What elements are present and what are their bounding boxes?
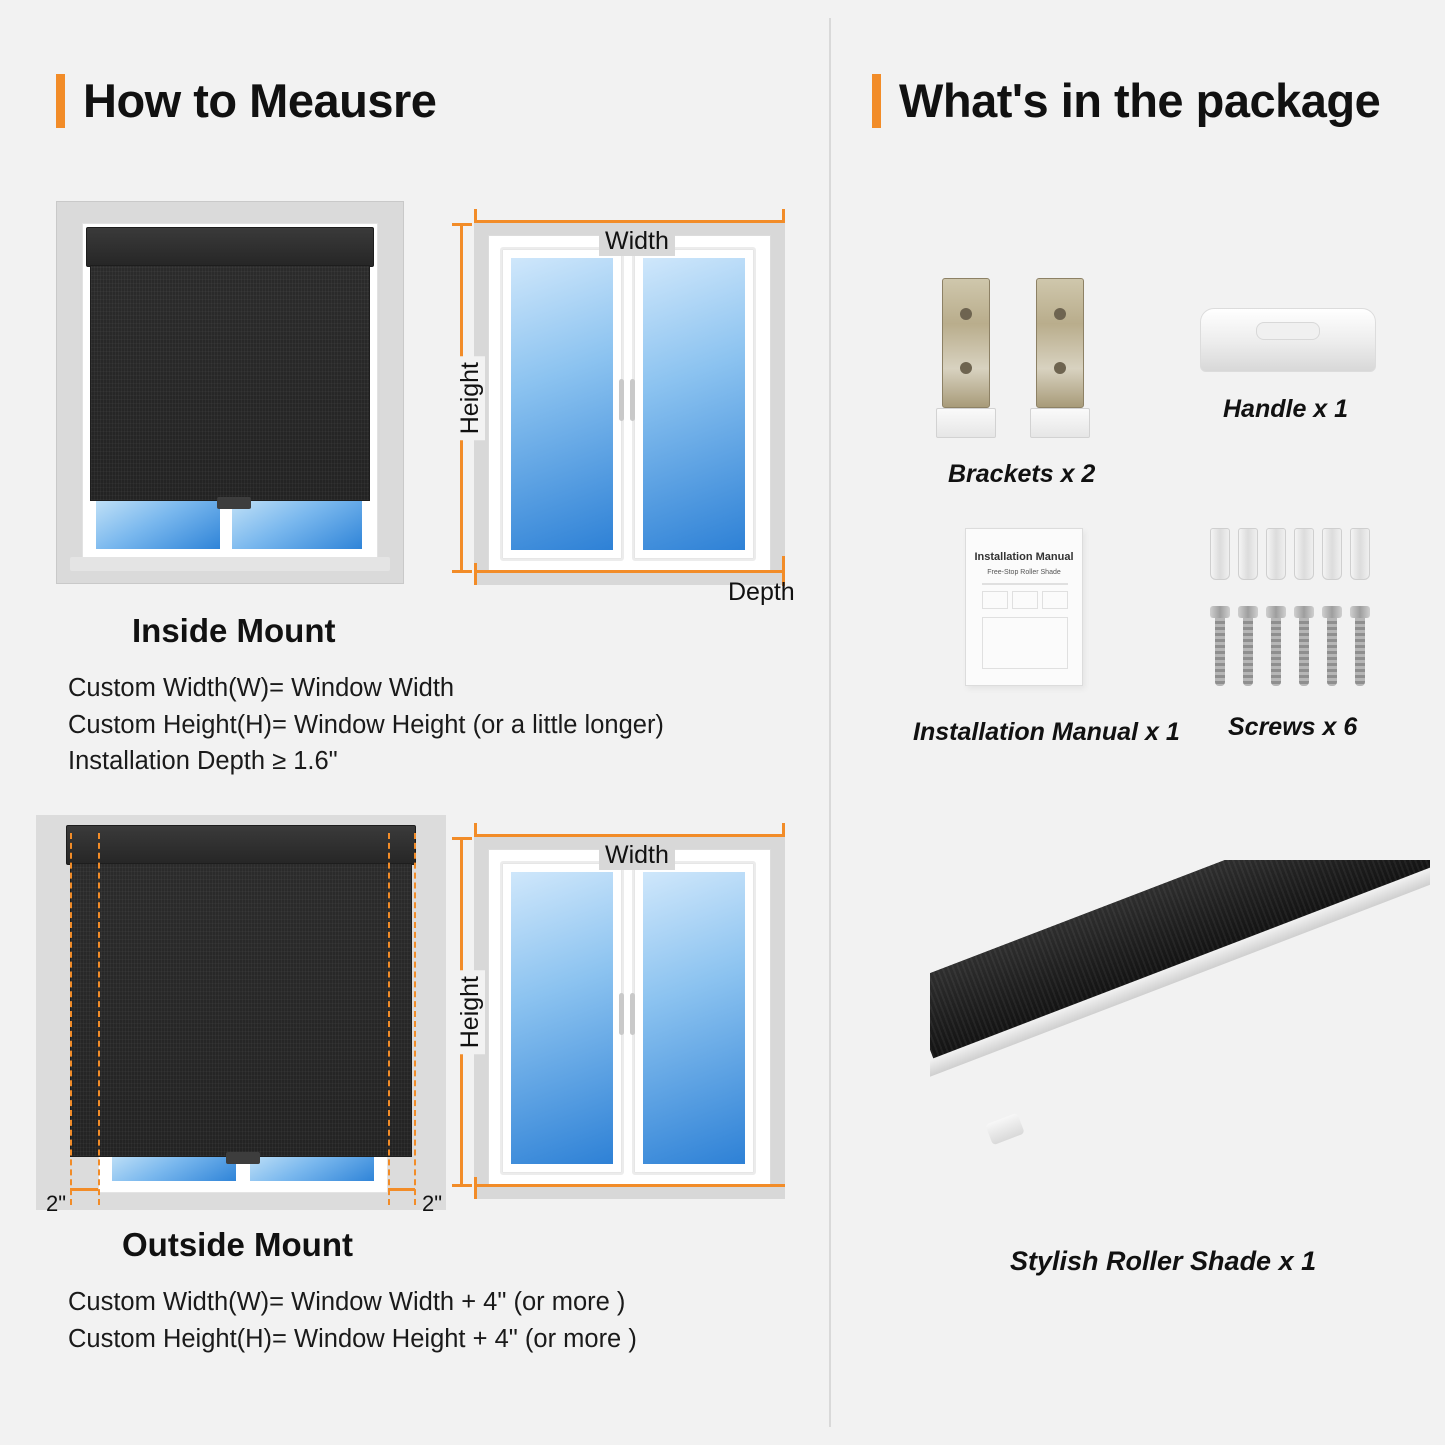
height-tick-top <box>452 223 472 226</box>
window-sill <box>70 557 390 571</box>
window-glass-left <box>511 258 613 550</box>
roller-shade-item <box>930 860 1430 1200</box>
manual-subtitle: Free-Stop Roller Shade <box>987 569 1061 576</box>
outside-line-2: Custom Height(H)= Window Height + 4" (or more ) <box>68 1324 637 1353</box>
window-glass-right <box>250 1155 374 1181</box>
screw-head-1 <box>1210 606 1230 618</box>
bracket-hole-1b <box>960 362 972 374</box>
right-margin-arrow <box>388 1188 415 1191</box>
wall-anchor-6 <box>1350 528 1370 580</box>
manual-figure-1 <box>982 591 1008 609</box>
screw-shaft-6 <box>1355 618 1365 686</box>
depth-arrow <box>747 570 785 573</box>
wall-anchor-2 <box>1238 528 1258 580</box>
screw-head-3 <box>1266 606 1286 618</box>
height-label: Height <box>456 356 485 440</box>
right-section-title <box>872 73 1380 128</box>
wall-anchor-4 <box>1294 528 1314 580</box>
window-handle-right <box>630 993 635 1035</box>
title-accent-bar <box>56 74 65 128</box>
column-divider <box>829 18 831 1427</box>
right-title-text: What's in the package <box>899 74 1381 127</box>
wall-anchor-3 <box>1266 528 1286 580</box>
roller-shade-label: Stylish Roller Shade x 1 <box>1010 1246 1317 1276</box>
inside-line-2: Custom Height(H)= Window Height (or a little longer) <box>68 710 664 739</box>
height-tick-top <box>452 837 472 840</box>
shade-fabric <box>70 863 412 1157</box>
bottom-measure-line <box>474 570 785 573</box>
inside-mount-caption: Inside Mount <box>132 612 336 649</box>
wall-anchor-1 <box>1210 528 1230 580</box>
screws-item <box>1208 528 1378 693</box>
handle-label: Handle x 1 <box>1223 395 1349 423</box>
screws-label: Screws x 6 <box>1228 713 1358 741</box>
bracket-body-1 <box>942 278 990 408</box>
manual-label: Installation Manual x 1 <box>913 718 1180 746</box>
wall-anchor-5 <box>1322 528 1342 580</box>
inside-mount-lines <box>68 670 664 780</box>
inside-mount-measure-diagram <box>452 201 802 606</box>
screw-head-5 <box>1322 606 1342 618</box>
manual-title: Installation Manual <box>974 551 1074 563</box>
window-glass-right <box>643 872 745 1164</box>
window-glass-left <box>96 501 220 549</box>
manual-figure-large <box>982 617 1068 669</box>
screw-shaft-4 <box>1299 618 1309 686</box>
handle-body <box>1200 308 1376 372</box>
outside-mount-illustration <box>36 815 446 1216</box>
screw-shaft-3 <box>1271 618 1281 686</box>
left-title-text: How to Meausre <box>83 74 437 127</box>
title-accent-bar <box>872 74 881 128</box>
handle-item <box>1200 300 1380 390</box>
outside-mount-lines <box>68 1284 637 1357</box>
manual-item <box>965 528 1115 688</box>
right-window-dash <box>388 833 390 1205</box>
bracket-hole-1a <box>960 308 972 320</box>
bottom-tick-left <box>474 1177 477 1199</box>
bottom-measure-line <box>474 1184 785 1187</box>
shade-fabric <box>90 265 370 501</box>
roller-shade-image <box>930 860 1430 1200</box>
shade-bottom-handle <box>217 497 251 509</box>
window-glass-right <box>643 258 745 550</box>
left-section-title <box>56 73 436 128</box>
manual-rule <box>982 583 1068 585</box>
height-tick-bottom <box>452 570 472 573</box>
shade-bottom-handle <box>226 1152 260 1164</box>
bracket-base-1 <box>936 408 996 438</box>
bracket-hole-2a <box>1054 308 1066 320</box>
window-handle-left <box>619 993 624 1035</box>
window-glass-left <box>511 872 613 1164</box>
right-margin-label: 2" <box>422 1191 443 1216</box>
inside-line-3: Installation Depth ≥ 1.6" <box>68 747 338 776</box>
height-label: Height <box>456 970 485 1054</box>
manual-figure-2 <box>1012 591 1038 609</box>
bracket-body-2 <box>1036 278 1084 408</box>
depth-label: Depth <box>728 578 795 606</box>
window-handle-left <box>619 379 624 421</box>
window-handle-right <box>630 379 635 421</box>
screw-head-6 <box>1350 606 1370 618</box>
shade-headrail <box>86 227 374 267</box>
left-margin-arrow <box>70 1188 98 1191</box>
left-extension-dash <box>70 833 72 1205</box>
left-margin-label: 2" <box>46 1191 67 1216</box>
outside-line-1: Custom Width(W)= Window Width + 4" (or more ) <box>68 1288 626 1316</box>
screw-shaft-5 <box>1327 618 1337 686</box>
left-window-dash <box>98 833 100 1205</box>
handle-grip-slot <box>1256 322 1320 340</box>
screw-shaft-2 <box>1243 618 1253 686</box>
outside-mount-measure-diagram <box>452 815 802 1215</box>
screw-shaft-1 <box>1215 618 1225 686</box>
manual-figure-3 <box>1042 591 1068 609</box>
brackets-label: Brackets x 2 <box>948 460 1096 488</box>
width-label: Width <box>599 227 675 256</box>
outside-mount-caption: Outside Mount <box>122 1226 353 1263</box>
brackets-item <box>930 268 1110 448</box>
shade-headrail <box>66 825 416 865</box>
window-glass-right <box>232 501 362 549</box>
manual-cover <box>965 528 1083 686</box>
window-glass-left <box>112 1155 236 1181</box>
inside-mount-illustration <box>56 201 404 584</box>
width-label: Width <box>599 841 675 870</box>
inside-line-1: Custom Width(W)= Window Width <box>68 674 455 702</box>
height-tick-bottom <box>452 1184 472 1187</box>
screw-head-4 <box>1294 606 1314 618</box>
screw-head-2 <box>1238 606 1258 618</box>
roller-shade-end-cap <box>985 1113 1025 1146</box>
bracket-base-2 <box>1030 408 1090 438</box>
right-extension-dash <box>414 833 416 1205</box>
bottom-tick-left <box>474 563 477 585</box>
bracket-hole-2b <box>1054 362 1066 374</box>
